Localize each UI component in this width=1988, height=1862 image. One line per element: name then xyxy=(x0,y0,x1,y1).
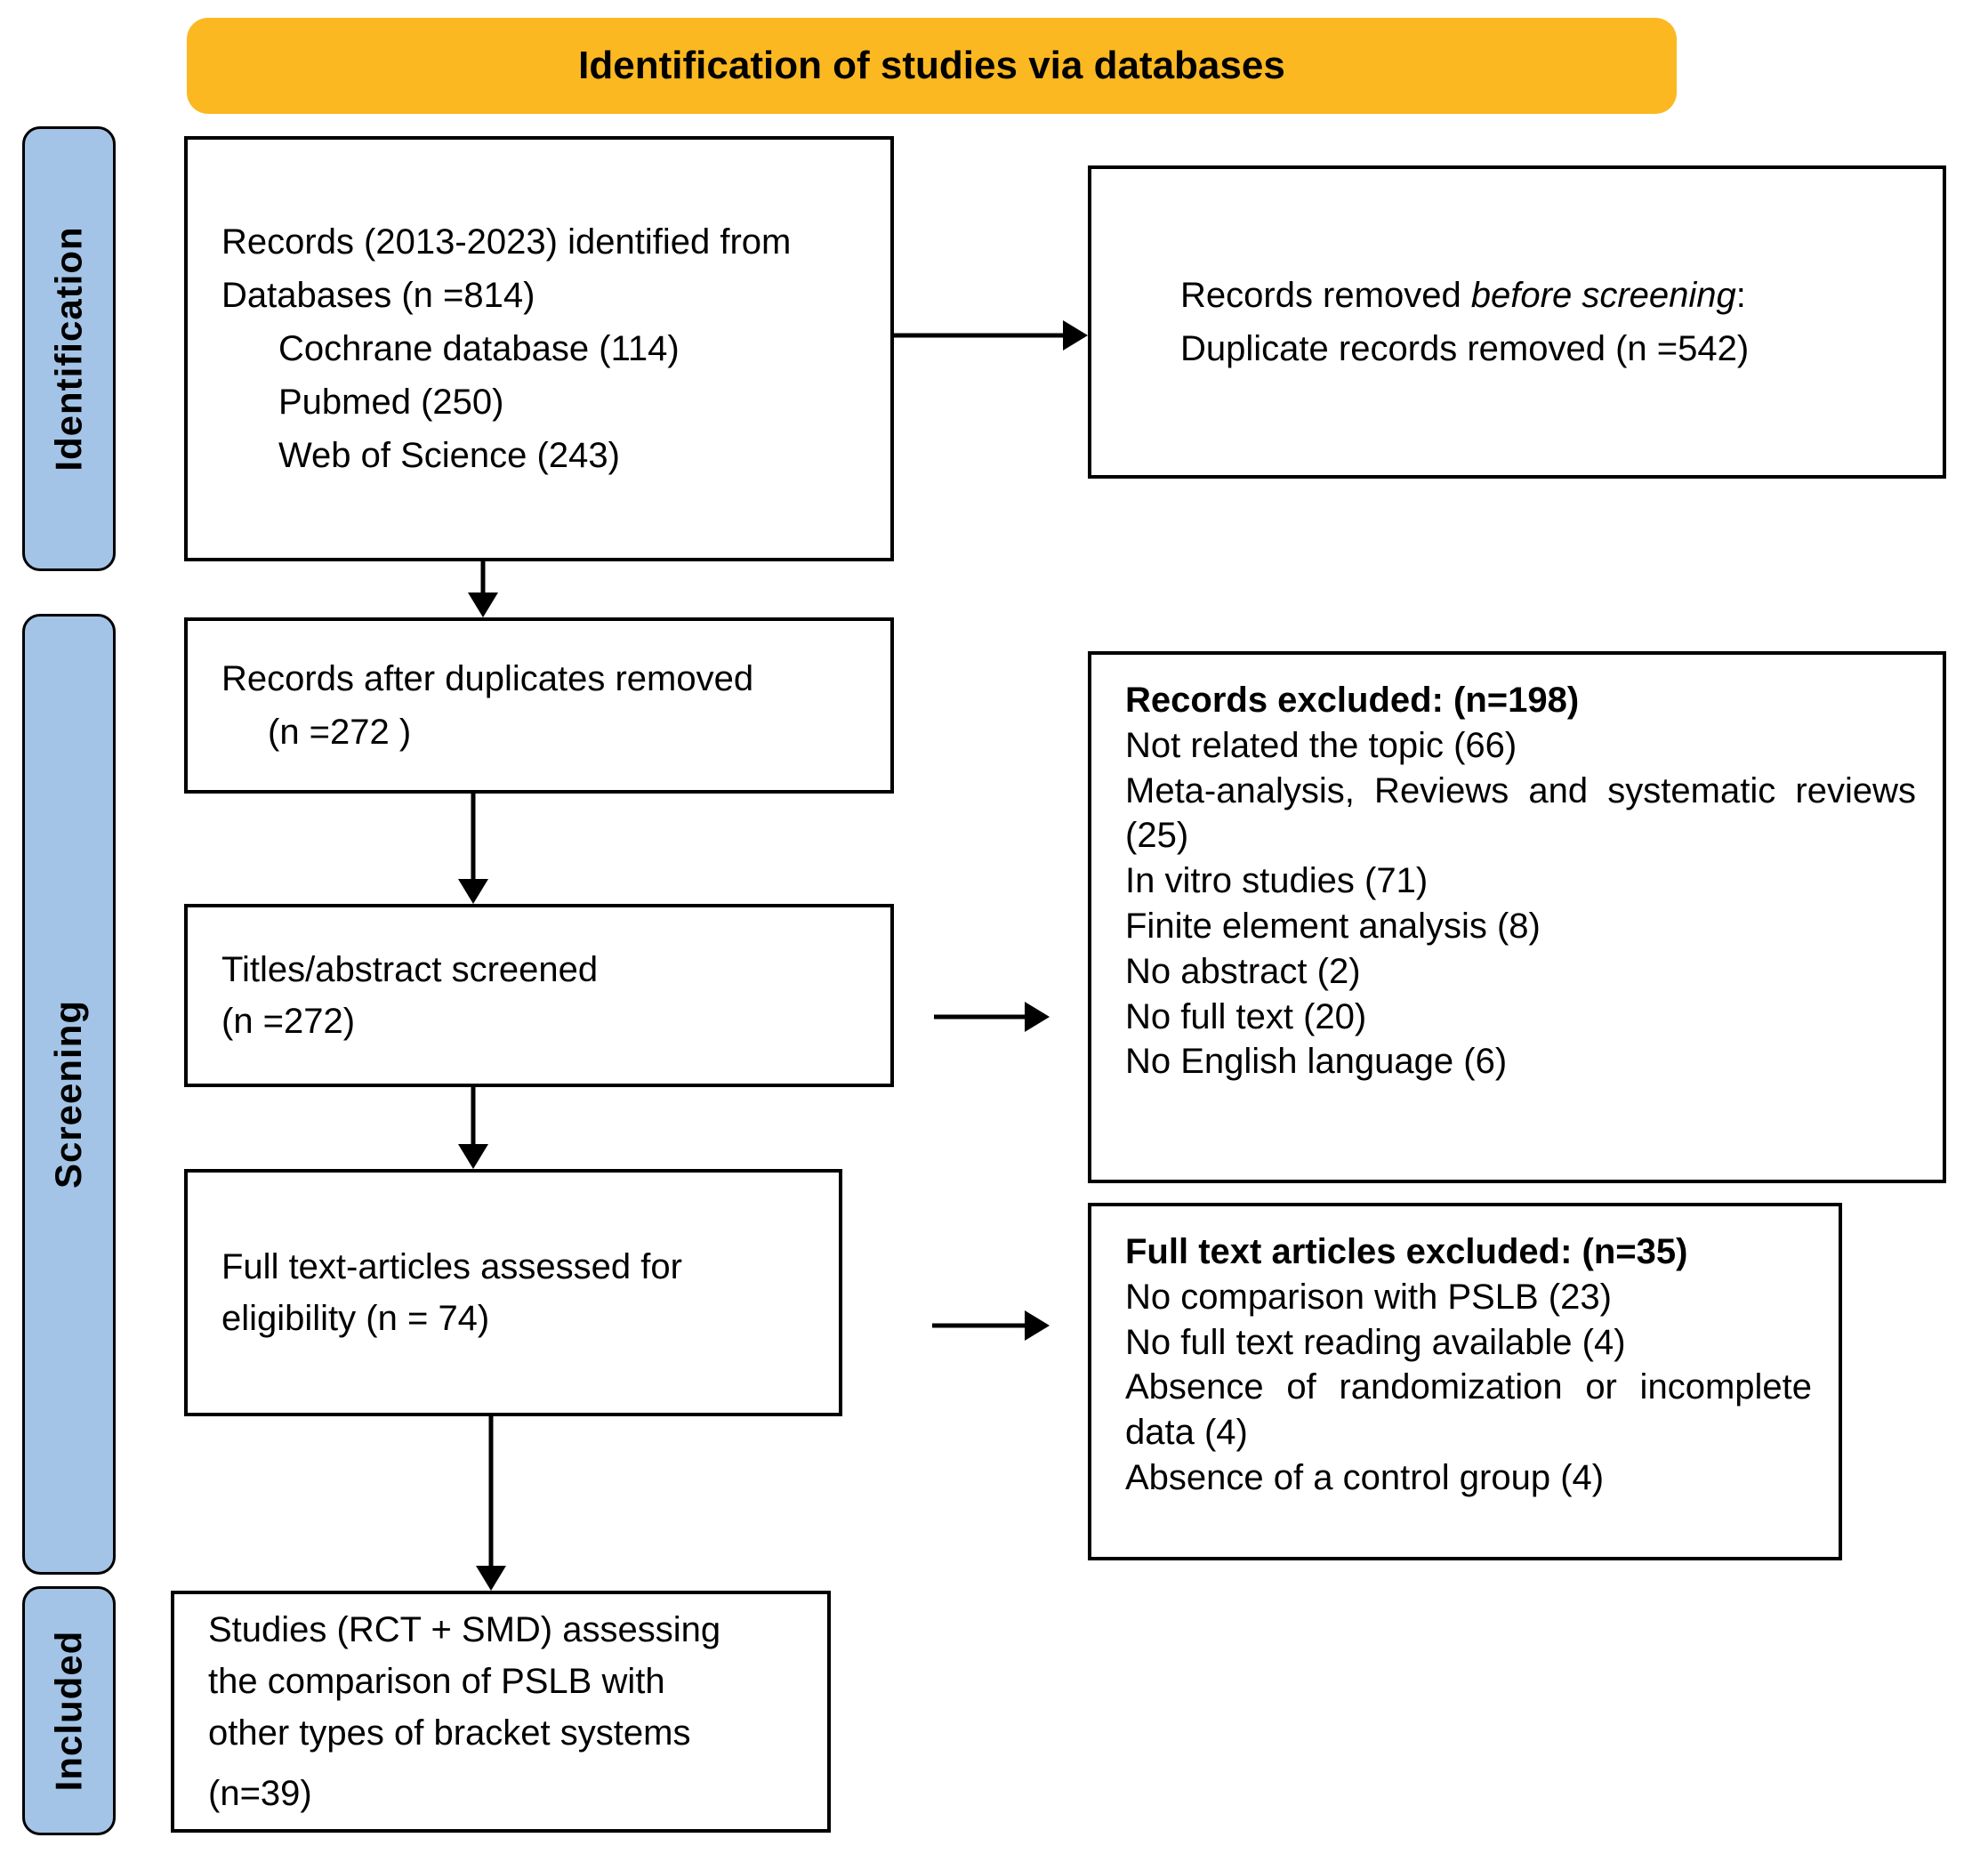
arrow-head-right xyxy=(1063,320,1088,351)
records-identified-line1: Records (2013-2023) identified from xyxy=(221,222,792,262)
fulltext-excluded-item: Absence of a control group (4) xyxy=(1125,1457,1605,1497)
fulltext-excluded-item: No comparison with PSLB (23) xyxy=(1125,1277,1612,1317)
arrow-shaft xyxy=(489,1416,494,1571)
records-excluded-item: No full text (20) xyxy=(1125,996,1367,1036)
fulltext-excluded-item: Absence of randomization or incomplete data (4) xyxy=(1125,1367,1812,1453)
arrow-screened-to-excluded xyxy=(934,999,1050,1035)
included-studies-line4: (n=39) xyxy=(208,1774,312,1813)
arrow-identified-to-removed xyxy=(894,318,1088,353)
stage-label-screening xyxy=(22,614,116,1575)
records-removed-italic: before screening xyxy=(1470,276,1736,315)
stage-label-screening-text: Screening xyxy=(47,999,90,1189)
arrow-shaft xyxy=(471,794,476,884)
arrow-shaft xyxy=(934,1015,1028,1020)
fulltext-assessed-line1: Full text-articles assessed for xyxy=(221,1247,682,1286)
arrow-screened-to-fulltext xyxy=(455,1087,491,1169)
records-identified-item-pubmed: Pubmed (250) xyxy=(278,383,504,422)
arrow-fulltext-to-included xyxy=(473,1416,509,1591)
stage-label-included-text: Included xyxy=(47,1630,90,1792)
records-identified-item-wos: Web of Science (243) xyxy=(278,436,620,475)
after-duplicates-line2: (n =272 ) xyxy=(268,713,412,752)
records-identified-item-cochrane: Cochrane database (114) xyxy=(278,329,680,368)
stage-label-identification xyxy=(22,126,116,571)
box-records-identified xyxy=(184,136,894,561)
arrow-shaft xyxy=(471,1087,476,1149)
arrow-duplicates-to-screened xyxy=(455,794,491,904)
records-identified-line2: Databases (n =814) xyxy=(221,276,535,315)
arrow-shaft xyxy=(894,334,1066,338)
titles-screened-line2: (n =272) xyxy=(221,1002,356,1041)
banner-title: Identification of studies via databases xyxy=(187,18,1677,114)
included-studies-line1: Studies (RCT + SMD) assessing xyxy=(208,1610,721,1649)
records-excluded-item: In vitro studies (71) xyxy=(1125,861,1429,901)
box-records-removed xyxy=(1088,165,1946,479)
arrow-identified-to-duplicates xyxy=(465,561,501,617)
records-excluded-item: No English language (6) xyxy=(1125,1042,1508,1082)
included-studies-line2: the comparison of PSLB with xyxy=(208,1662,665,1701)
stage-label-identification-text: Identification xyxy=(47,226,90,472)
box-titles-screened xyxy=(184,904,894,1087)
titles-screened-line1: Titles/abstract screened xyxy=(221,950,599,989)
after-duplicates-line1: Records after duplicates removed xyxy=(221,659,754,698)
records-excluded-item: No abstract (2) xyxy=(1125,951,1361,991)
records-removed-prefix: Records removed xyxy=(1180,276,1471,315)
arrow-head-right xyxy=(1025,1002,1050,1032)
arrow-head-right xyxy=(1025,1310,1050,1341)
box-records-excluded xyxy=(1088,651,1946,1183)
stage-label-included xyxy=(22,1586,116,1835)
box-fulltext-excluded xyxy=(1088,1203,1842,1560)
records-excluded-item: Meta-analysis, Reviews and systematic reviews (25) xyxy=(1125,770,1916,856)
fulltext-excluded-item: No full text reading available (4) xyxy=(1125,1322,1626,1362)
records-excluded-item: Finite element analysis (8) xyxy=(1125,906,1541,946)
arrow-head-down xyxy=(468,592,498,617)
included-studies-line3: other types of bracket systems xyxy=(208,1713,691,1753)
arrow-head-down xyxy=(458,1144,488,1169)
box-included-studies xyxy=(171,1591,831,1833)
arrow-shaft xyxy=(932,1324,1028,1328)
fulltext-excluded-title: Full text articles excluded: (n=35) xyxy=(1125,1232,1688,1271)
box-fulltext-assessed xyxy=(184,1169,842,1416)
box-after-duplicates xyxy=(184,617,894,794)
records-excluded-title: Records excluded: (n=198) xyxy=(1125,681,1580,720)
records-removed-suffix: : xyxy=(1735,276,1746,315)
fulltext-assessed-line2: eligibility (n = 74) xyxy=(221,1299,490,1338)
arrow-head-down xyxy=(476,1566,506,1591)
arrow-head-down xyxy=(458,879,488,904)
records-removed-line2: Duplicate records removed (n =542) xyxy=(1180,329,1750,368)
records-excluded-item: Not related the topic (66) xyxy=(1125,725,1517,765)
records-removed-line1 xyxy=(1180,269,1916,322)
arrow-fulltext-to-excluded xyxy=(932,1308,1050,1343)
